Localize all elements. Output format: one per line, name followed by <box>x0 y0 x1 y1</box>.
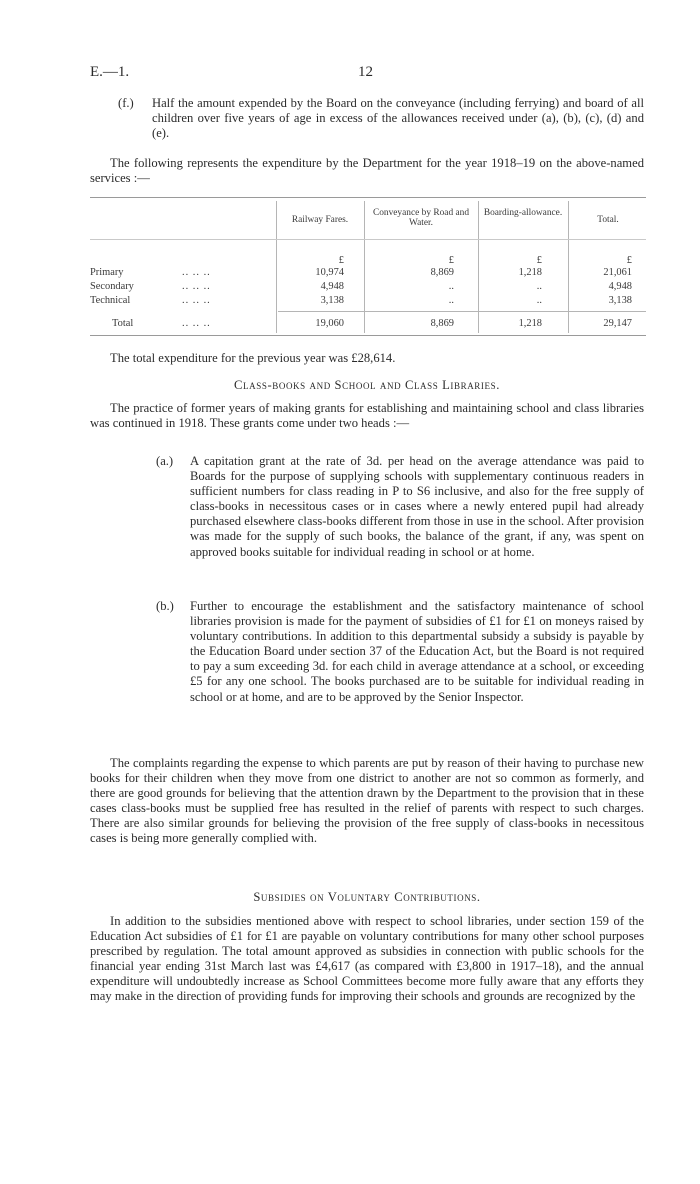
cell-technical-boarding: .. <box>536 295 542 306</box>
page-header-reference: E.—1. <box>90 64 130 80</box>
cell-technical-railway: 3,138 <box>320 295 344 306</box>
previous-year-note: The total expenditure for the previous year was £28,614. <box>110 351 396 365</box>
cell-primary-conveyance: 8,869 <box>430 267 454 278</box>
cell-secondary-conveyance: .. <box>448 281 454 292</box>
row-leader-dots: .. .. .. <box>182 318 211 329</box>
item-a-text: A capitation grant at the rate of 3d. per head on the average attendance was paid to Boards for the purpose of supplying schools with supplementary continuous readers in sufficient numbers for class reading in P to S6 inclusive, and also for the free supply of class-books in necessitous cases or in cases where a newly entered pupil had already purchased elsewhere class-books different from those in use in the school. After provision was made for the supply of such books, the balance of the grant, if any, was spent on approved books suitable for individual reading in school or at home. <box>190 454 644 559</box>
currency-symbol: £ <box>338 255 344 266</box>
section-heading-subsidies: Subsidies on Voluntary Contributions. <box>253 890 481 904</box>
row-leader-dots: .. .. .. <box>182 295 211 306</box>
header-rule <box>90 239 646 240</box>
row-label-primary: Primary <box>90 267 124 278</box>
col-header-conveyance: Conveyance by Road and Water. <box>372 208 470 228</box>
col-header-total: Total. <box>597 215 619 225</box>
table-divider <box>478 201 479 333</box>
cell-primary-total: 21,061 <box>603 267 632 278</box>
item-a-label: (a.) <box>156 454 174 468</box>
total-rule <box>278 311 646 312</box>
cell-secondary-railway: 4,948 <box>320 281 344 292</box>
libraries-intro: The practice of former years of making grants for establishing and maintaining school and class libraries was continued in 1918. These grants come under two heads :— <box>90 401 644 431</box>
cell-total-boarding: 1,218 <box>518 318 542 329</box>
page-number: 12 <box>358 64 373 80</box>
currency-symbol: £ <box>536 255 542 266</box>
subsidies-paragraph: In addition to the subsidies mentioned above with respect to school libraries, under section 159 of the Education Act subsidies of £1 for £1 are payable on voluntary contributions for many other school purposes prescribed by regulation. The total amount approved as subsidies in connection with public schools for the financial year ending 31st March last was £4,617 (as compared with £3,800 in 1917–18), and the annual expenditure will undoubtedly increase as School Committees become more fully aware that any efforts they may make in the direction of providing funds for improving their schools and grounds are recognized by the <box>90 914 644 1004</box>
currency-symbol: £ <box>448 255 454 266</box>
cell-total-total: 29,147 <box>603 318 632 329</box>
table-divider <box>364 201 365 333</box>
cell-primary-boarding: 1,218 <box>518 267 542 278</box>
table-divider <box>276 201 277 333</box>
col-header-railway: Railway Fares. <box>291 215 349 225</box>
table-divider <box>568 201 569 333</box>
item-f-text: Half the amount expended by the Board on the conveyance (including ferrying) and board of all children over five years of age in excess of the allowances received under (a), (b), (c), (d) and (e). <box>152 96 644 141</box>
complaints-paragraph: The complaints regarding the expense to which parents are put by reason of their having to purchase new books for their children when they move from one district to another are not so common as formerly, and there are good grounds for believing that the attention drawn by the Department to the provision that in these cases class-books must be supplied free has resulted in the relief of parents with respect to such charges. There are also similar grounds for believing the provision of the free supply of class-books in necessitous cases is being more generally complied with. <box>90 756 644 846</box>
item-b-text: Further to encourage the establishment and the satisfactory maintenance of school libraries provision is made for the payment of subsidies of £1 for £1 on moneys raised by voluntary contributions. In addition to this departmental subsidy a subsidy is payable by the Education Board under section 37 of the Education Act, but the Board is not required to pay a sum exceeding 3d. for each child in average attendance at a school, or exceeding £5 for any one school. The books purchased are to be suitable for individual reading in school or at home, and are to be approved by the Senior Inspector. <box>190 599 644 704</box>
currency-symbol: £ <box>626 255 632 266</box>
item-f-label: (f.) <box>118 96 134 110</box>
item-f <box>118 96 644 141</box>
cell-total-railway: 19,060 <box>315 318 344 329</box>
cell-secondary-total: 4,948 <box>608 281 632 292</box>
cell-secondary-boarding: .. <box>536 281 542 292</box>
row-label-total: Total <box>112 318 134 329</box>
section-heading-class-books: Class-books and School and Class Libraries. <box>234 378 500 392</box>
cell-technical-conveyance: .. <box>448 295 454 306</box>
row-leader-dots: .. .. .. <box>182 281 211 292</box>
row-leader-dots: .. .. .. <box>182 267 211 278</box>
expenditure-intro: The following represents the expenditure by the Department for the year 1918–19 on the above-named services :— <box>90 156 644 186</box>
row-label-technical: Technical <box>90 295 131 306</box>
cell-primary-railway: 10,974 <box>315 267 344 278</box>
table-top-rule <box>90 197 646 198</box>
cell-technical-total: 3,138 <box>608 295 632 306</box>
col-header-boarding: Boarding-allowance. <box>483 208 563 218</box>
item-a <box>156 454 644 560</box>
row-label-secondary: Secondary <box>90 281 134 292</box>
table-bottom-rule <box>90 335 646 336</box>
item-b-label: (b.) <box>156 599 174 613</box>
item-b <box>156 599 644 705</box>
cell-total-conveyance: 8,869 <box>430 318 454 329</box>
